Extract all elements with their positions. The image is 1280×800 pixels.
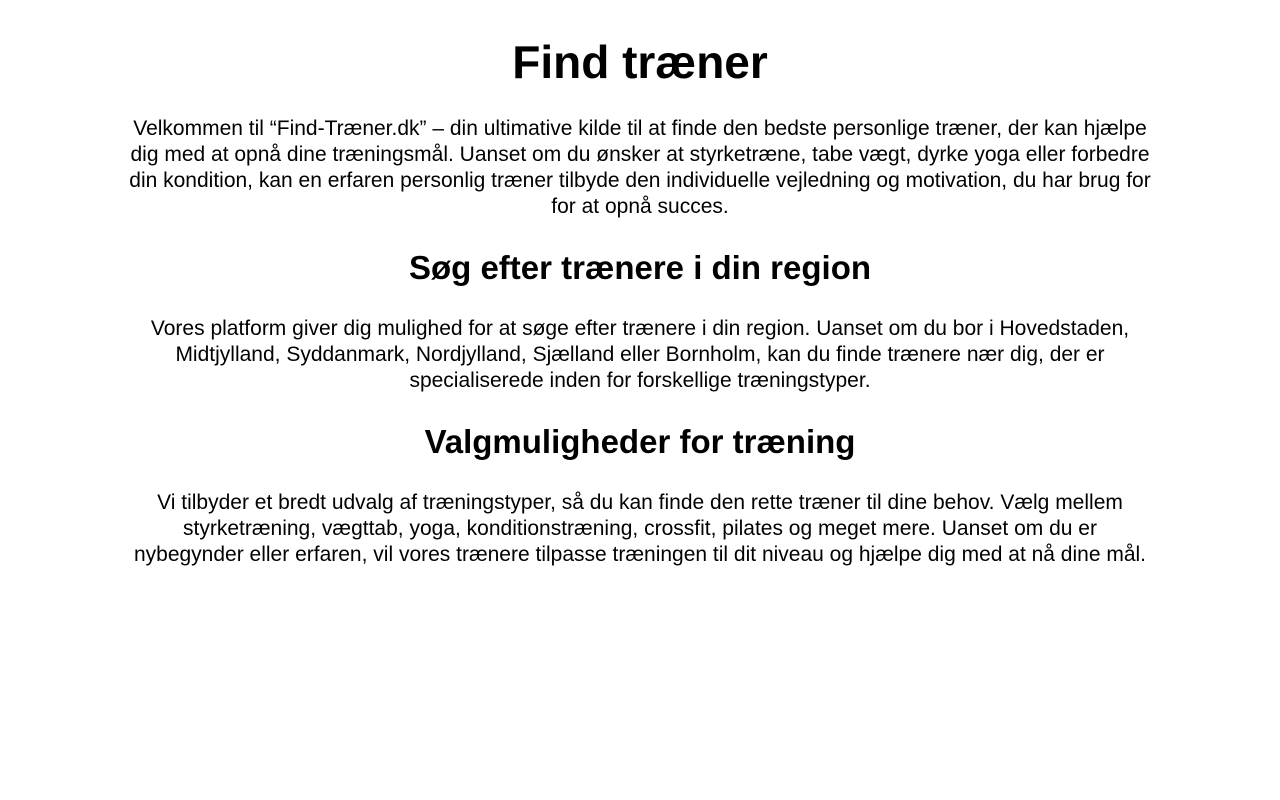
page-title: Find træner: [512, 36, 768, 88]
section-training-options: [128, 394, 1152, 568]
section-heading-region: Søg efter trænere i din region: [408, 249, 872, 286]
section-region-search: [128, 220, 1152, 394]
intro-paragraph: Velkommen til “Find-Træner.dk” – din ultimative kilde til at finde den bedste personlige træner, der kan hjælpe dig med at opnå dine træningsmål. Uanset om du ønsker at styrketræne, tabe vægt, dyrke yoga eller forbedre din kondition, kan en erfaren personlig træner tilbyde den individuelle vejledning og motivation, du har brug for for at opnå succes.: [129, 117, 1151, 218]
section-text-region: Vores platform giver dig mulighed for at søge efter trænere i din region. Uanset om du bor i Hovedstaden, Midtjylland, Syddanmark, Nordjylland, Sjælland eller Bornholm, kan du finde trænere nær dig, der er specialiserede inden for forskellige træningstyper.: [150, 317, 1130, 392]
section-heading-training: Valgmuligheder for træning: [424, 423, 856, 460]
section-text-training: Vi tilbyder et bredt udvalg af træningstyper, så du kan finde den rette træner til dine behov. Vælg mellem styrketræning, vægttab, yoga, konditionstræning, crossfit, pilates og meget mere. Uanset om du er nybegynder eller erfaren, vil vores trænere tilpasse træningen til dit niveau og hjælpe dig med at nå dine mål.: [133, 491, 1147, 566]
main-content: [128, 0, 1152, 568]
